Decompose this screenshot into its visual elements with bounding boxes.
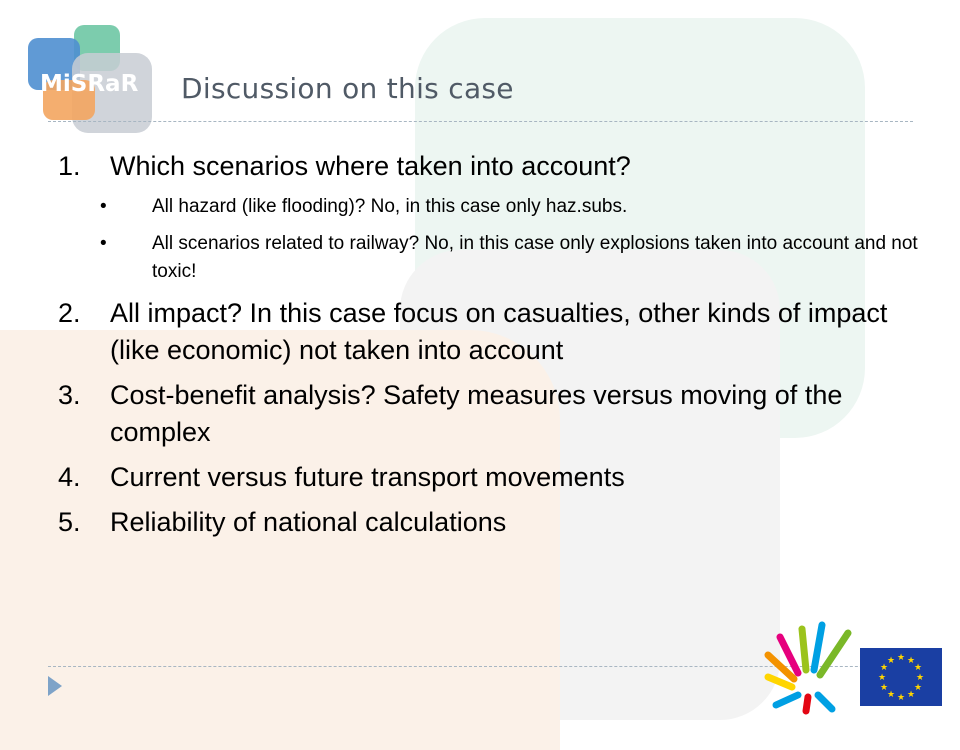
svg-text:★: ★ <box>886 656 896 666</box>
svg-text:★: ★ <box>913 683 923 693</box>
svg-text:★: ★ <box>877 673 887 683</box>
header-divider <box>48 121 913 122</box>
next-arrow-icon[interactable] <box>48 676 62 696</box>
discussion-list <box>58 148 918 549</box>
item-number: 2. <box>58 298 81 328</box>
list-item <box>58 377 918 451</box>
item-text: Cost-benefit analysis? Safety measures versus moving of the complex <box>110 380 843 447</box>
item-number: 1. <box>58 151 81 181</box>
sub-item <box>58 193 918 221</box>
svg-text:★: ★ <box>896 693 906 703</box>
item-number: 5. <box>58 507 81 537</box>
logo-text: MiSRaR <box>40 71 139 97</box>
sub-item-text: All hazard (like flooding)? No, in this case only haz.subs. <box>152 196 628 217</box>
svg-text:★: ★ <box>913 663 923 673</box>
item-number: 4. <box>58 462 81 492</box>
bullet: • <box>100 233 107 254</box>
list-item <box>58 148 918 185</box>
item-text: Current versus future transport movements <box>110 462 625 492</box>
svg-text:★: ★ <box>906 690 916 700</box>
bullet: • <box>100 196 107 217</box>
svg-text:★: ★ <box>906 656 916 666</box>
item-number: 3. <box>58 380 81 410</box>
sub-item-text: All scenarios related to railway? No, in this case only explosions taken into account and not toxic! <box>152 233 918 282</box>
list-item <box>58 504 918 541</box>
eu-flag <box>860 648 942 706</box>
list-item <box>58 459 918 496</box>
page-title: Discussion on this case <box>181 72 514 105</box>
svg-text:★: ★ <box>896 653 906 663</box>
item-text: Reliability of national calculations <box>110 507 507 537</box>
list-item <box>58 295 918 369</box>
sub-item <box>58 230 918 286</box>
color-burst-logo <box>760 615 860 715</box>
svg-text:★: ★ <box>879 663 889 673</box>
item-text: All impact? In this case focus on casualties, other kinds of impact (like economic) not taken into account <box>110 298 888 365</box>
sub-list <box>58 193 918 286</box>
svg-text:★: ★ <box>886 690 896 700</box>
svg-text:★: ★ <box>879 683 889 693</box>
item-text: Which scenarios where taken into account? <box>110 151 631 181</box>
misrar-logo <box>28 25 153 135</box>
svg-text:★: ★ <box>915 673 925 683</box>
